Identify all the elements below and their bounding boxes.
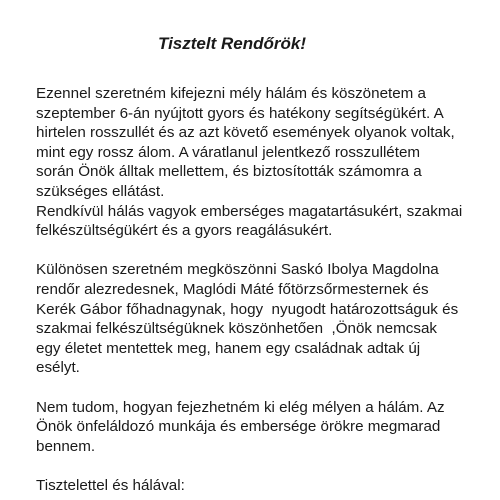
letter-body (36, 84, 476, 495)
text-line: rendőr alezredesnek, Maglódi Máté főtörzsőrmesternek és (36, 280, 429, 298)
text-line: szakmai felkészültségüknek köszönhetően ,Önök nemcsak (36, 320, 437, 338)
text-line: Önök önfeláldozó munkája és embersége örökre megmarad (36, 418, 441, 436)
text-line: felkészültségükért és a gyors reagálásukért. (36, 222, 333, 240)
text-line: szeptember 6-án nyújtott gyors és hatékony segítségükért. A (36, 104, 444, 122)
text-line: hirtelen rosszullét és az azt követő események olyanok voltak, (36, 124, 455, 142)
text-line: során Önök álltak mellettem, és biztosították számomra a (36, 163, 422, 181)
text-line: bennem. (36, 437, 96, 455)
text-line: szükséges ellátást. (36, 182, 165, 200)
paragraph-gap (36, 241, 476, 261)
text-line: Rendkívül hálás vagyok emberséges magatartásukért, szakmai (36, 202, 463, 220)
letter-title: Tisztelt Rendőrök! (158, 34, 306, 53)
text-line: mint egy rossz álom. A váratlanul jelentkező rosszullétem (36, 143, 421, 161)
text-line: Nem tudom, hogyan fejezhetném ki elég mélyen a hálám. Az (36, 398, 445, 416)
text-line: Ezennel szeretném kifejezni mély hálám és köszönetem a (36, 85, 426, 102)
paragraph-gap (36, 378, 476, 398)
paragraph-gap (36, 456, 476, 476)
closing-line: Tisztelettel és hálával: (36, 476, 185, 494)
text-line: Kerék Gábor főhadnagynak, hogy nyugodt határozottságuk és (36, 300, 459, 318)
text-line: egy életet mentettek meg, hanem egy családnak adtak új (36, 339, 421, 357)
text-line: esélyt. (36, 359, 80, 377)
text-line: Különösen szeretném megköszönni Saskó Ibolya Magdolna (36, 261, 439, 279)
